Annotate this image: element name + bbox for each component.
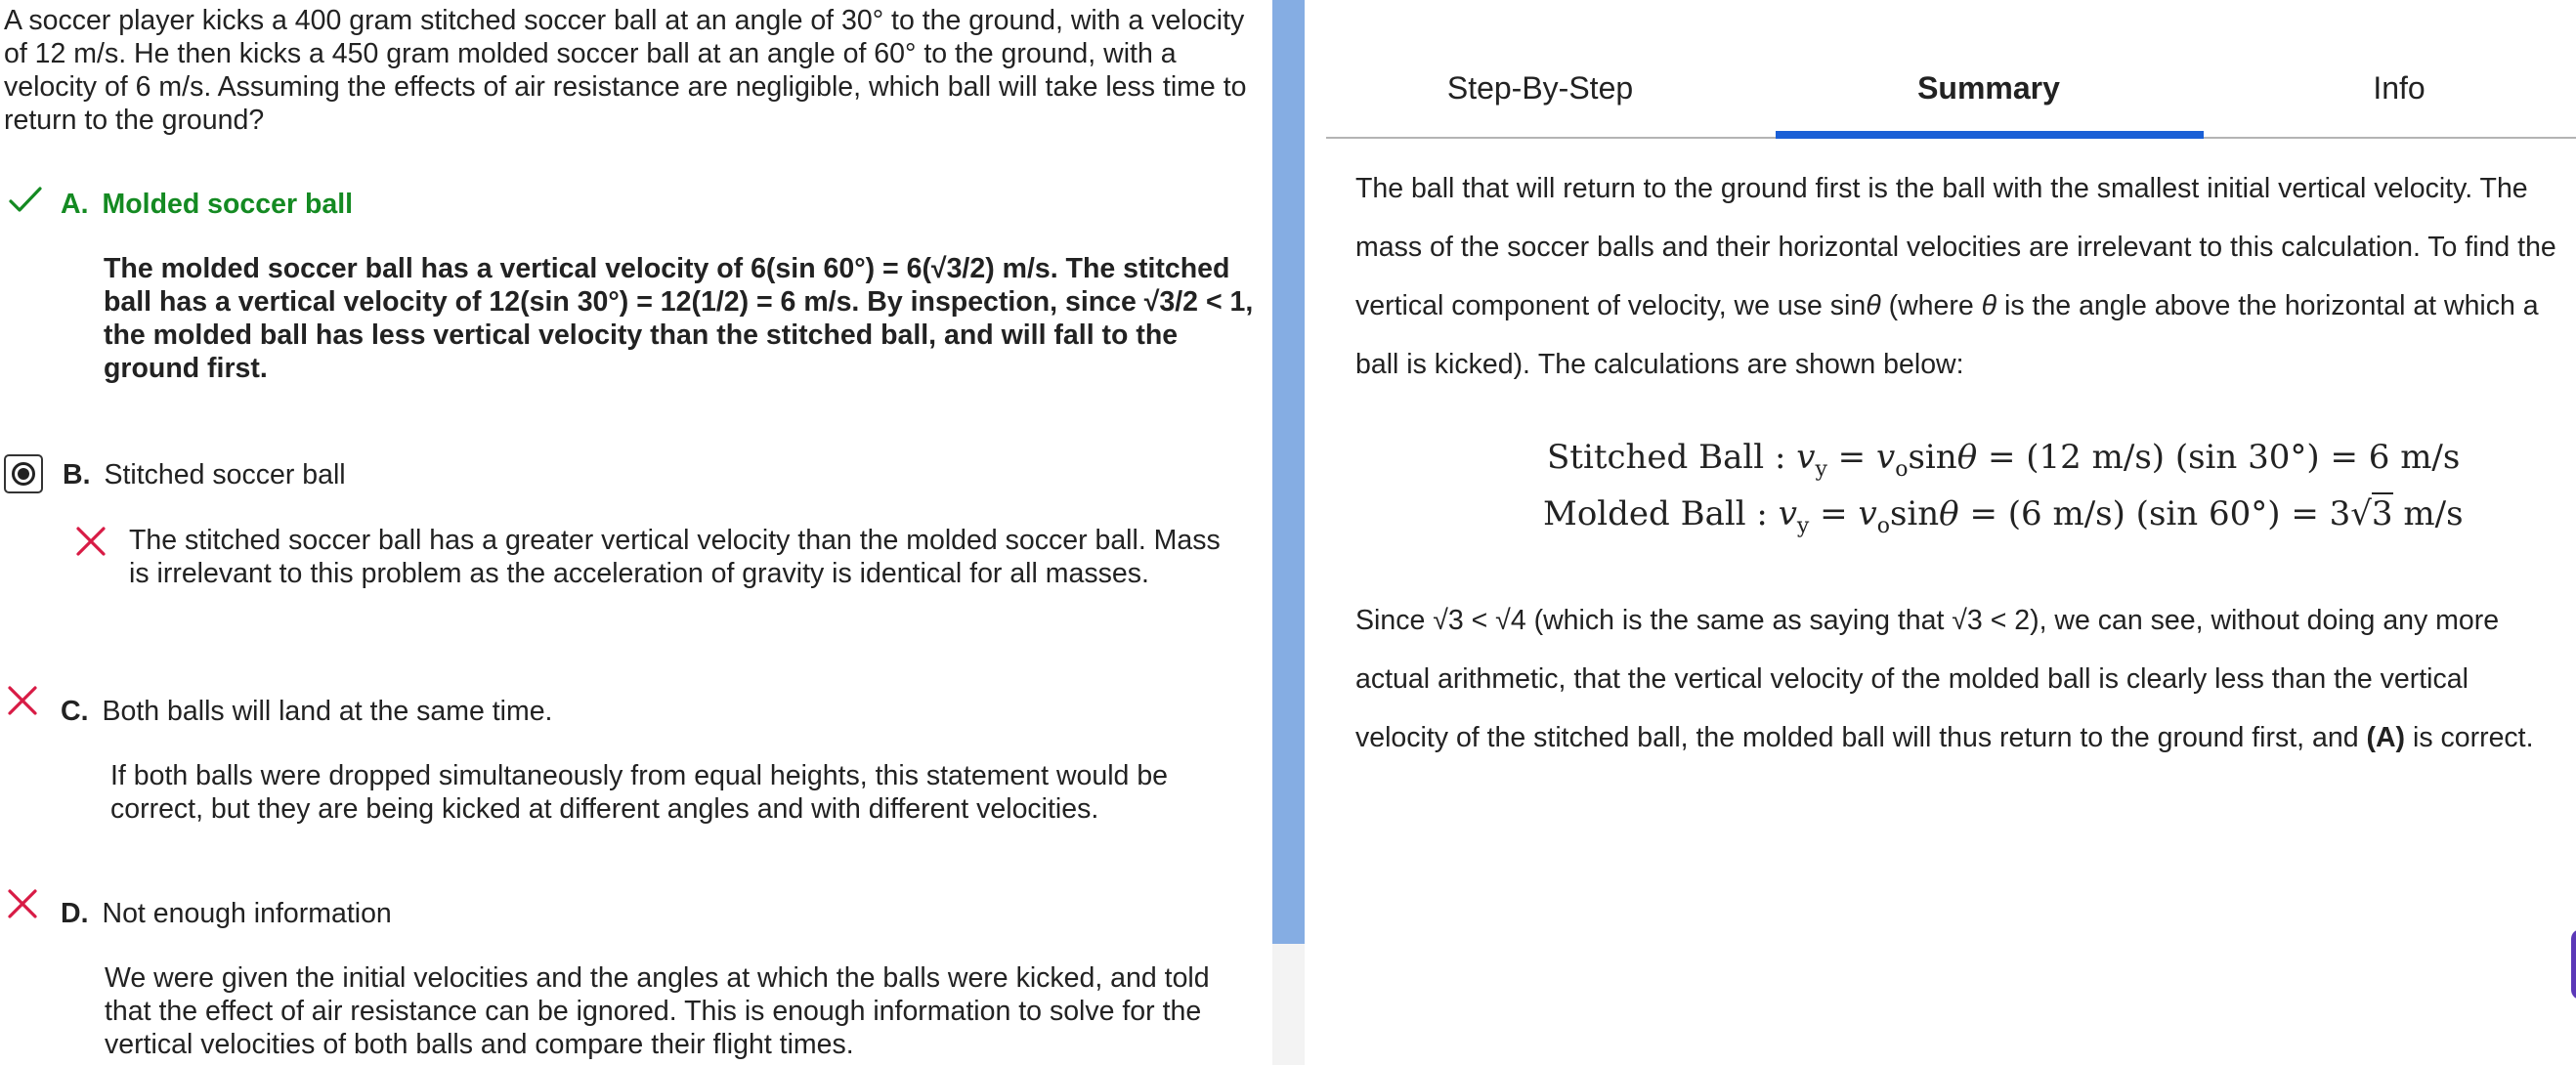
equation-molded-label: Molded Ball — [1543, 494, 1746, 533]
equation-molded-unit: m/s — [2392, 494, 2464, 533]
option-d[interactable] — [61, 892, 392, 935]
active-tab-indicator — [1776, 131, 2204, 139]
panel-scrollbar[interactable] — [1272, 0, 1305, 1065]
x-mark-icon — [4, 682, 41, 719]
sqrt-radicand: 3 — [2371, 494, 2393, 533]
side-widget-tab[interactable] — [2571, 929, 2576, 1000]
explanation-panel — [1305, 0, 2576, 1065]
option-c-explanation: If both balls were dropped simultaneously from equal heights, this statement would be correct, but they are being kicked at different angles and with different velocities. — [110, 760, 1169, 825]
equation-molded-ball: Molded Ball : $v_y = v_o\sin\theta = (6$ m/s) (sin 60°) = 3√3 m/s — [1543, 494, 2464, 538]
summary-paragraph-1: The ball that will return to the ground first is the ball with the smallest initial vertical velocity. The mass of the soccer balls and their horizontal velocities are irrelevant to this calculation. To find the vertical component of velocity, we use sinθ (where θ is the angle above the horizontal at which a ball is kicked). The calculations are shown below: — [1355, 173, 2556, 380]
radio-icon — [12, 462, 35, 486]
tab-step-by-step[interactable]: Step-By-Step — [1446, 69, 1634, 106]
option-b-label: Stitched soccer ball — [104, 458, 346, 490]
option-b[interactable] — [63, 453, 346, 496]
option-a-letter: A. — [61, 188, 89, 220]
option-a[interactable] — [61, 183, 353, 226]
option-a-label: Molded soccer ball — [102, 188, 354, 220]
option-c[interactable] — [61, 690, 552, 733]
selected-answer-radio[interactable] — [4, 454, 43, 493]
equation-stitched-body: (12 m/s) (sin 30°) = 6 m/s — [2026, 438, 2461, 477]
question-text: A soccer player kicks a 400 gram stitched soccer ball at an angle of 30° to the ground, with a velocity of 12 m/s. He then kicks a 450 gram molded soccer ball at an angle of 60° to the ground, with a velocity of 6 m/s. Assuming the effects of air resistance are negligible, which ball will take less time to return to the ground? — [4, 5, 1247, 136]
option-c-label: Both balls will land at the same time. — [102, 695, 553, 727]
summary-paragraph-2: Since √3 < √4 (which is the same as saying that √3 < 2), we can see, without doing any more actual arithmetic, that the vertical velocity of the molded ball is clearly less than the vertical velocity of the stitched ball, the molded ball will thus return to the ground first, and (A) is correct. — [1355, 605, 2534, 753]
explanation-tabs — [1326, 39, 2576, 139]
option-a-explanation: The molded soccer ball has a vertical velocity of 6(sin 60°) = 6(√3/2) m/s. The stitched ball has a vertical velocity of 12(sin 30°) = 12(1/2) = 6 m/s. By inspection, since √3/2 < 1, the molded ball has less vertical velocity than the stitched ball, and will fall to the ground first. — [104, 253, 1254, 384]
option-d-letter: D. — [61, 897, 89, 929]
tab-summary[interactable]: Summary — [1917, 69, 2060, 106]
tab-info[interactable]: Info — [2373, 69, 2426, 106]
answer-explanation-panel — [0, 0, 1272, 1065]
option-d-explanation: We were given the initial velocities and the angles at which the balls were kicked, and told that the effect of air resistance can be ignored. This is enough information to solve for the vertical velocities of both balls and compare their flight times. — [105, 962, 1210, 1060]
equation-stitched-label: Stitched Ball — [1547, 438, 1765, 477]
x-mark-icon — [72, 523, 109, 560]
option-c-letter: C. — [61, 695, 89, 727]
option-b-explanation: The stitched soccer ball has a greater vertical velocity than the molded soccer ball. Mass is irrelevant to this problem as the acceleration of gravity is identical for all masses. — [129, 525, 1221, 589]
scrollbar-thumb[interactable] — [1272, 0, 1305, 944]
sqrt-symbol: √ — [2350, 494, 2372, 533]
x-mark-icon — [4, 885, 41, 922]
equation-molded-body: (6 m/s) (sin 60°) = 3 — [2007, 494, 2351, 533]
equation-stitched-ball: Stitched Ball : $v_y = v_o\sin\theta = (12$ m/s) (sin 30°) = 6 m/s — [1547, 438, 2461, 482]
checkmark-icon — [6, 180, 45, 219]
option-d-label: Not enough information — [102, 897, 392, 929]
option-b-letter: B. — [63, 458, 91, 490]
